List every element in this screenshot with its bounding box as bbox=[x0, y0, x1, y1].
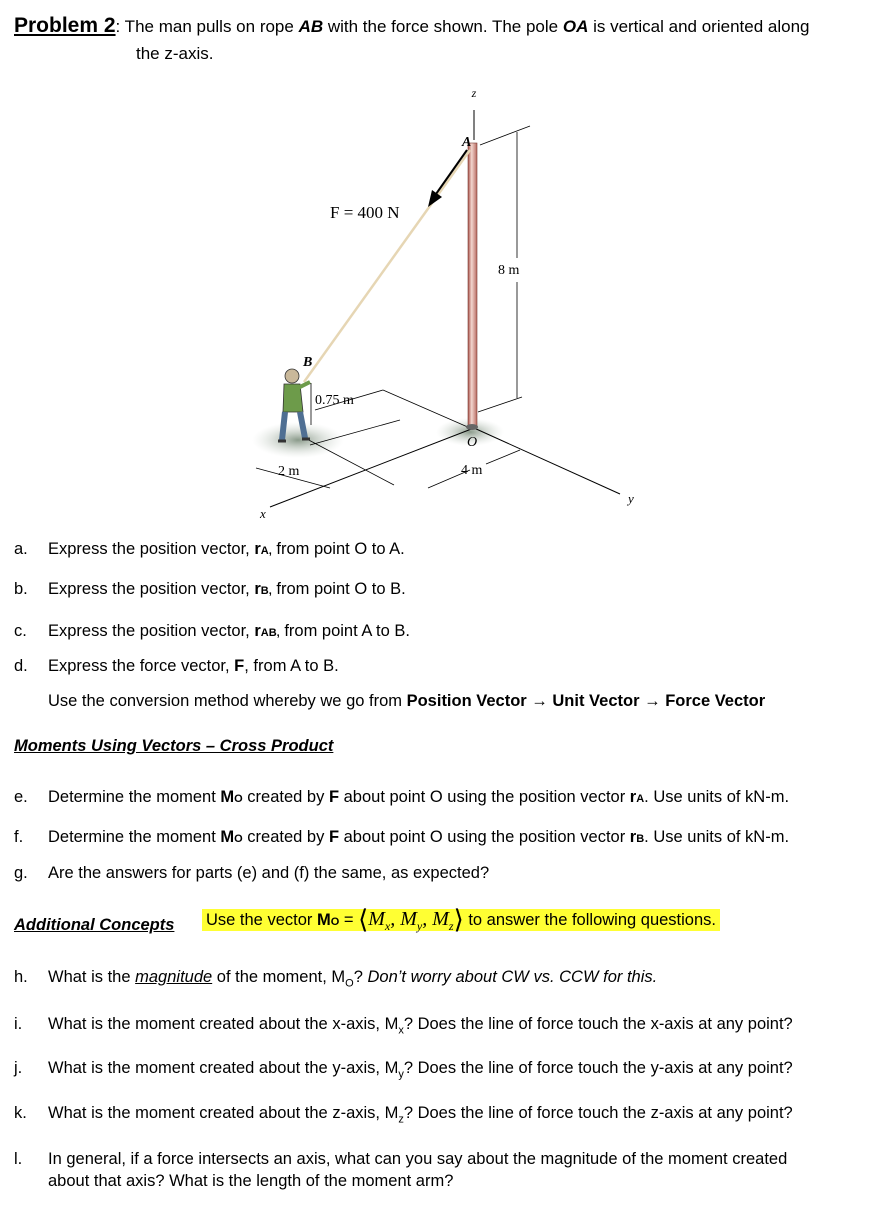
label-a: A bbox=[462, 135, 472, 150]
rope-ab bbox=[304, 150, 470, 382]
dim-4m-line-b bbox=[486, 450, 520, 464]
label-o: O bbox=[467, 435, 478, 450]
problem-statement-continued: the z-axis. bbox=[136, 44, 214, 63]
question-k: k. What is the moment created about the z-axis, $M_z$? Does the line of force touch the z-axis at any point? bbox=[14, 1104, 793, 1126]
label-z: z bbox=[471, 86, 477, 100]
question-d: d. Express the force vector, F, from A to B. bbox=[14, 657, 339, 675]
question-h: h. What is the magnitude of the moment, $M_O$? Don’t worry about CW vs. CCW for this. bbox=[14, 968, 658, 990]
label-b: B bbox=[303, 355, 313, 370]
highlight-instruction bbox=[202, 905, 720, 935]
conversion-note: Use the conversion method whereby we go from Position Vector → Unit Vector → Force Vector bbox=[48, 692, 766, 710]
question-b: b. Express the position vector, rB, from point O to B. bbox=[14, 580, 406, 598]
label-force: F = 400 N bbox=[330, 203, 400, 222]
highlight-box: Use the vector MO = $⟨M_x$, $M_y$, $M_z⟩$ to answer the following questions. bbox=[202, 909, 720, 931]
man-shadow bbox=[252, 422, 344, 458]
right-angle-bracket: ⟩ bbox=[453, 905, 464, 935]
mx-component: $M_x$, $M_y$, $M_z$ bbox=[368, 908, 454, 933]
label-2m: 2 m bbox=[278, 464, 300, 479]
point-o-marker bbox=[466, 424, 478, 430]
dim-8m-bottom bbox=[478, 397, 522, 412]
question-g: g. Are the answers for parts (e) and (f) the same, as expected? bbox=[14, 864, 490, 882]
question-l: l. In general, if a force intersects an axis, what can you say about the magnitude of the moment created bbox=[14, 1150, 788, 1168]
y-axis-line bbox=[474, 428, 620, 494]
question-c: c. Express the position vector, rAB, from point A to B. bbox=[14, 622, 410, 640]
question-l-continued: about that axis? What is the length of the moment arm? bbox=[48, 1172, 454, 1190]
label-y: y bbox=[628, 491, 634, 506]
dim-8m-top bbox=[480, 126, 530, 145]
pole-oa bbox=[468, 143, 477, 428]
section-additional-heading: Additional Concepts bbox=[14, 916, 175, 934]
left-angle-bracket: ⟨ bbox=[358, 905, 369, 935]
guide-line-3 bbox=[303, 437, 394, 485]
label-4m: 4 m bbox=[461, 463, 483, 478]
section-moments-heading: Moments Using Vectors – Cross Product bbox=[14, 737, 334, 755]
problem-title: Problem 2: The man pulls on rope AB with the force shown. The pole OA is vertical and oriented along bbox=[14, 14, 810, 37]
question-e: e. Determine the moment MO created by F about point O using the position vector rA. Use units of kN-m. bbox=[14, 788, 790, 806]
label-8m: 8 m bbox=[498, 263, 520, 278]
label-x: x bbox=[260, 506, 266, 520]
guide-line-2 bbox=[383, 390, 470, 428]
problem-label: Problem 2 bbox=[14, 14, 116, 37]
question-i: i. What is the moment created about the x-axis, $M_x$? Does the line of force touch the x-axis at any point? bbox=[14, 1015, 793, 1037]
force-arrow-shaft bbox=[436, 150, 467, 194]
question-a: a. Express the position vector, rA, from point O to A. bbox=[14, 540, 405, 558]
question-f: f. Determine the moment MO created by F about point O using the position vector rB. Use units of kN-m. bbox=[14, 828, 790, 846]
question-j: j. What is the moment created about the y-axis, $M_y$? Does the line of force touch the y-axis at any point? bbox=[14, 1059, 793, 1081]
label-075m: 0.75 m bbox=[315, 393, 354, 408]
pole-rope-diagram bbox=[230, 80, 660, 520]
